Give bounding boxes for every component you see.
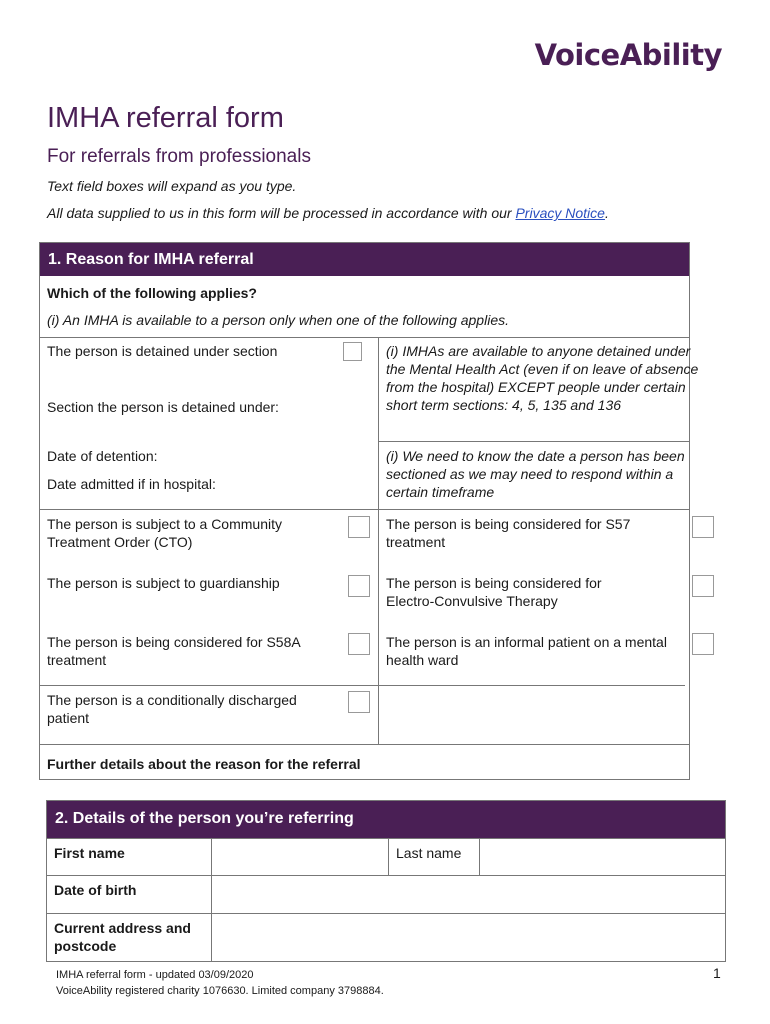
person-details-table xyxy=(47,838,725,961)
date-of-detention-label: Date of detention: xyxy=(47,448,158,464)
conditional-discharge-label: The person is a conditionally discharged patient xyxy=(47,692,297,726)
section-2-heading: 2. Details of the person you’re referring xyxy=(47,801,725,838)
footer-updated: IMHA referral form - updated 03/09/2020 xyxy=(56,969,254,981)
page-number: 1 xyxy=(713,965,721,981)
last-name-field[interactable] xyxy=(480,839,726,876)
detained-checkbox[interactable] xyxy=(343,342,362,361)
address-field[interactable] xyxy=(212,914,726,962)
s58a-label: The person is being considered for S58A treatment xyxy=(47,634,300,668)
guardianship-label: The person is subject to guardianship xyxy=(47,575,280,591)
footer xyxy=(56,967,384,999)
dob-field[interactable] xyxy=(212,876,726,914)
privacy-note xyxy=(47,205,609,221)
s57-checkbox[interactable] xyxy=(692,516,714,538)
cto-checkbox[interactable] xyxy=(348,516,370,538)
last-name-label: Last name xyxy=(389,839,480,876)
section-1-heading: 1. Reason for IMHA referral xyxy=(40,243,689,276)
footer-charity: VoiceAbility registered charity 1076630. Limited company 3798884. xyxy=(56,985,384,997)
page-title: IMHA referral form xyxy=(47,102,284,134)
dob-label: Date of birth xyxy=(47,876,212,914)
privacy-note-end: . xyxy=(604,205,609,221)
further-details-label: Further details about the reason for the referral xyxy=(47,756,361,772)
privacy-note-text: All data supplied to us in this form will be processed in accordance with our xyxy=(47,205,516,221)
first-name-field[interactable] xyxy=(212,839,389,876)
which-applies-question: Which of the following applies? xyxy=(47,285,257,301)
voiceability-logo: VoiceAbility xyxy=(534,38,722,72)
first-name-label: First name xyxy=(47,839,212,876)
section-person-details xyxy=(46,800,726,962)
detained-under-section-label: The person is detained under section xyxy=(47,343,278,359)
privacy-notice-link[interactable]: Privacy Notice xyxy=(515,205,605,221)
section-detained-under-label: Section the person is detained under: xyxy=(47,399,279,415)
informal-checkbox[interactable] xyxy=(692,633,714,655)
expand-note: Text field boxes will expand as you type. xyxy=(47,178,297,194)
date-info: (i) We need to know the date a person has been sectioned as we may need to respond within a certain timeframe xyxy=(386,448,685,500)
ect-label: The person is being considered for Electro-Convulsive Therapy xyxy=(386,575,602,609)
address-label: Current address and postcode xyxy=(47,914,212,962)
detained-info: (i) IMHAs are available to anyone detained under the Mental Health Act (even if on leave of absence from the hospital) EXCEPT people under certain short term sections: 4, 5, 135 and 136 xyxy=(386,343,699,413)
conditional-discharge-checkbox[interactable] xyxy=(348,691,370,713)
page-subtitle: For referrals from professionals xyxy=(47,146,311,167)
s58a-checkbox[interactable] xyxy=(348,633,370,655)
date-admitted-label: Date admitted if in hospital: xyxy=(47,476,216,492)
informal-label: The person is an informal patient on a mental health ward xyxy=(386,634,667,668)
cto-label: The person is subject to a Community Treatment Order (CTO) xyxy=(47,516,282,550)
s57-label: The person is being considered for S57 treatment xyxy=(386,516,631,550)
guardianship-checkbox[interactable] xyxy=(348,575,370,597)
section-reason xyxy=(39,242,699,780)
ect-checkbox[interactable] xyxy=(692,575,714,597)
imha-availability-info: (i) An IMHA is available to a person only when one of the following applies. xyxy=(47,312,509,328)
